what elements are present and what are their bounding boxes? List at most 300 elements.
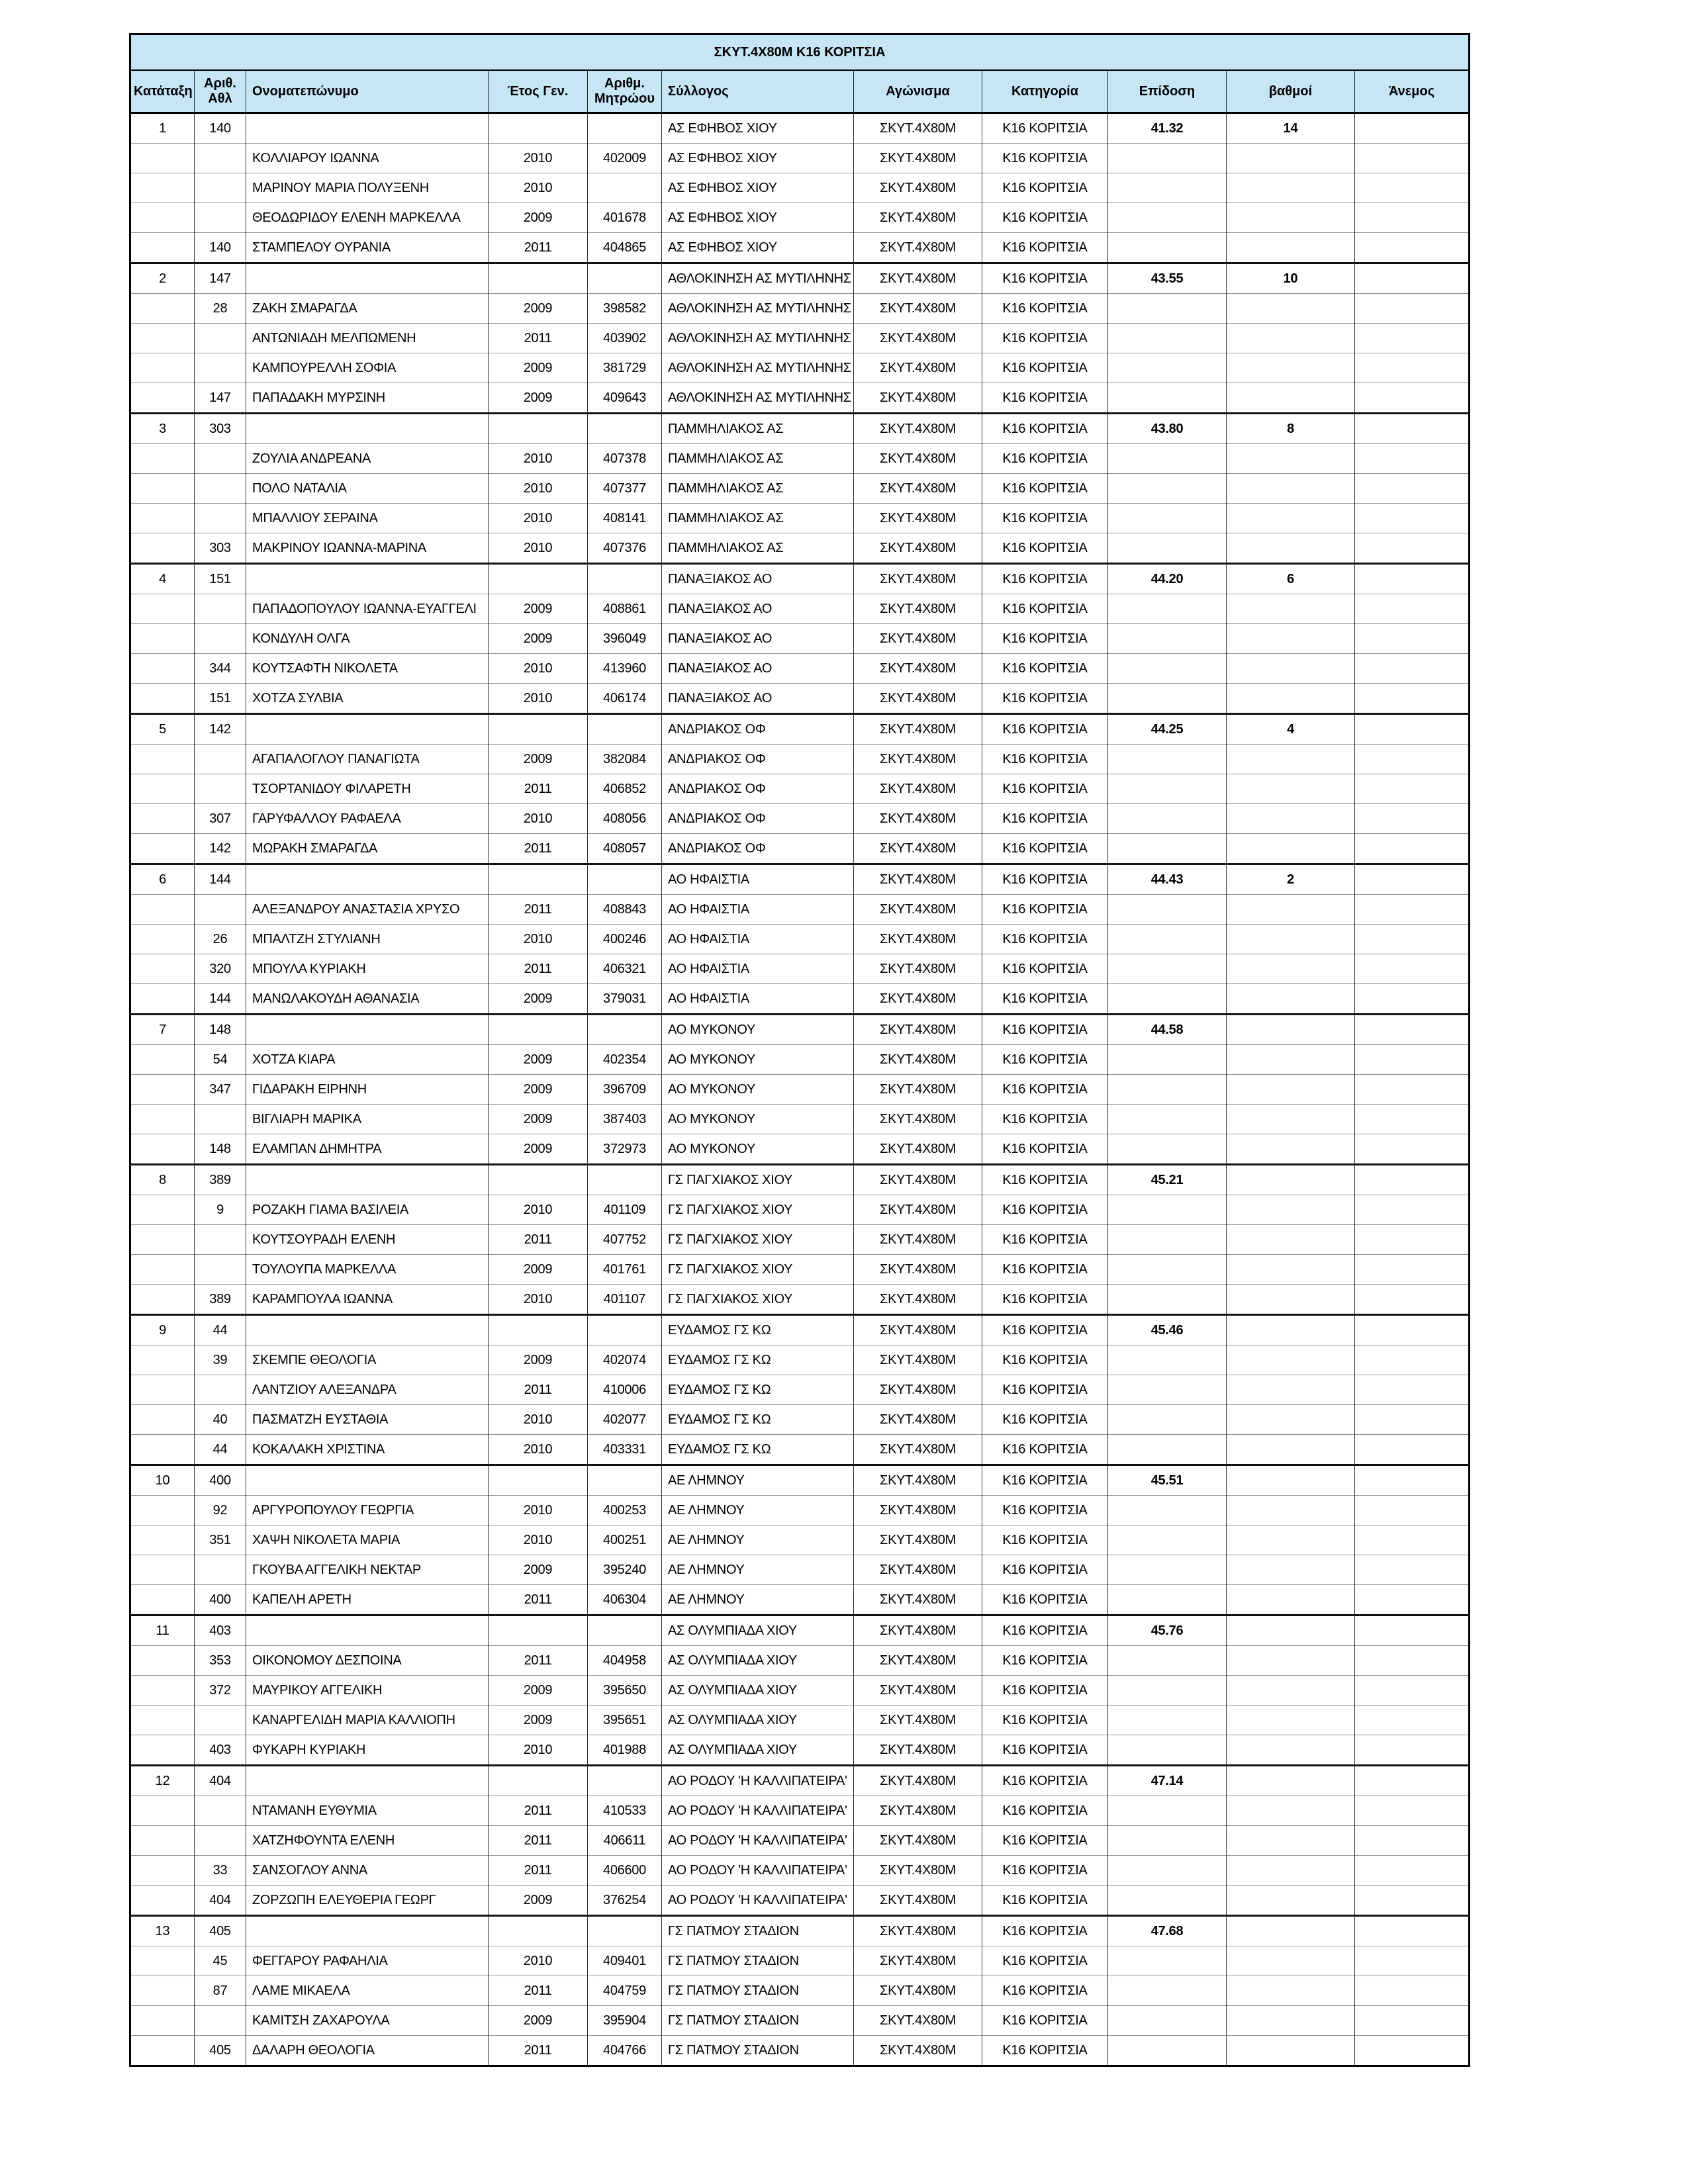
cell-wind (1355, 263, 1470, 294)
cell-wind (1355, 1375, 1470, 1405)
column-header-year: Έτος Γεν. (489, 70, 588, 113)
cell-reg: 410006 (588, 1375, 662, 1405)
cell-reg: 404759 (588, 1976, 662, 2006)
cell-wind (1355, 1766, 1470, 1796)
cell-year: 2010 (489, 144, 588, 173)
cell-club: ΑΣ ΟΛΥΜΠΙΑΔΑ ΧΙΟΥ (662, 1706, 854, 1735)
column-header-wind: Άνεμος (1355, 70, 1470, 113)
cell-event: ΣΚΥΤ.4Χ80Μ (854, 1615, 982, 1646)
table-row-summary (130, 1465, 1470, 1496)
cell-reg (588, 864, 662, 895)
cell-bib: 142 (195, 714, 246, 745)
cell-club: ΑΣ ΕΦΗΒΟΣ ΧΙΟΥ (662, 173, 854, 203)
table-row (130, 774, 1470, 804)
cell-rank: 12 (130, 1766, 195, 1796)
cell-year (489, 1165, 588, 1195)
cell-year: 2011 (489, 2036, 588, 2066)
table-row (130, 954, 1470, 984)
column-header-points: βαθμοί (1227, 70, 1355, 113)
cell-name (246, 113, 489, 144)
cell-event: ΣΚΥΤ.4Χ80Μ (854, 1105, 982, 1134)
cell-year (489, 1315, 588, 1345)
cell-name: ΓΙΔΑΡΑΚΗ ΕΙΡΗΝΗ (246, 1075, 489, 1105)
cell-wind (1355, 1615, 1470, 1646)
cell-points: 14 (1227, 113, 1355, 144)
cell-wind (1355, 1585, 1470, 1615)
cell-wind (1355, 113, 1470, 144)
cell-perf (1108, 925, 1227, 954)
cell-category: Κ16 ΚΟΡΙΤΣΙΑ (982, 144, 1108, 173)
cell-bib: 44 (195, 1315, 246, 1345)
cell-club: ΑΝΔΡΙΑΚΟΣ ΟΦ (662, 804, 854, 834)
cell-event: ΣΚΥΤ.4Χ80Μ (854, 1496, 982, 1525)
cell-wind (1355, 925, 1470, 954)
cell-rank (130, 173, 195, 203)
table-row (130, 624, 1470, 654)
cell-bib (195, 504, 246, 533)
cell-bib: 320 (195, 954, 246, 984)
cell-bib: 28 (195, 294, 246, 324)
cell-wind (1355, 745, 1470, 774)
cell-perf (1108, 1405, 1227, 1435)
cell-perf (1108, 1886, 1227, 1916)
cell-year: 2009 (489, 353, 588, 383)
cell-perf (1108, 1525, 1227, 1555)
cell-event: ΣΚΥΤ.4Χ80Μ (854, 474, 982, 504)
cell-reg: 407376 (588, 533, 662, 564)
cell-year: 2009 (489, 1345, 588, 1375)
cell-bib (195, 1255, 246, 1285)
cell-reg (588, 1465, 662, 1496)
cell-reg: 387403 (588, 1105, 662, 1134)
cell-event: ΣΚΥΤ.4Χ80Μ (854, 1465, 982, 1496)
cell-rank (130, 474, 195, 504)
cell-name: ΣΤΑΜΠΕΛΟΥ ΟΥΡΑΝΙΑ (246, 233, 489, 263)
cell-name: ΚΑΠΕΛΗ ΑΡΕΤΗ (246, 1585, 489, 1615)
cell-name: ΚΑΝΑΡΓΕΛΙΔΗ ΜΑΡΙΑ ΚΑΛΛΙΟΠΗ (246, 1706, 489, 1735)
cell-category: Κ16 ΚΟΡΙΤΣΙΑ (982, 1285, 1108, 1315)
table-row (130, 1676, 1470, 1706)
cell-wind (1355, 2006, 1470, 2036)
cell-event: ΣΚΥΤ.4Χ80Μ (854, 864, 982, 895)
cell-bib: 405 (195, 2036, 246, 2066)
cell-bib (195, 203, 246, 233)
cell-perf (1108, 594, 1227, 624)
cell-club: ΑΝΔΡΙΑΚΟΣ ΟΦ (662, 745, 854, 774)
cell-event: ΣΚΥΤ.4Χ80Μ (854, 1976, 982, 2006)
cell-club: ΑΕ ΛΗΜΝΟΥ (662, 1585, 854, 1615)
cell-name: ΣΚΕΜΠΕ ΘΕΟΛΟΓΙΑ (246, 1345, 489, 1375)
cell-reg (588, 1165, 662, 1195)
cell-wind (1355, 1525, 1470, 1555)
cell-reg: 395904 (588, 2006, 662, 2036)
cell-reg: 402077 (588, 1405, 662, 1435)
cell-rank (130, 1345, 195, 1375)
cell-name: ΛΑΝΤΖΙΟΥ ΑΛΕΞΑΝΔΡΑ (246, 1375, 489, 1405)
cell-reg: 402009 (588, 144, 662, 173)
table-row (130, 203, 1470, 233)
cell-category: Κ16 ΚΟΡΙΤΣΙΑ (982, 1585, 1108, 1615)
cell-event: ΣΚΥΤ.4Χ80Μ (854, 2006, 982, 2036)
table-row (130, 745, 1470, 774)
table-row (130, 1105, 1470, 1134)
cell-wind (1355, 684, 1470, 714)
cell-bib (195, 745, 246, 774)
cell-rank (130, 1255, 195, 1285)
cell-category: Κ16 ΚΟΡΙΤΣΙΑ (982, 774, 1108, 804)
cell-reg: 376254 (588, 1886, 662, 1916)
cell-reg: 382084 (588, 745, 662, 774)
cell-wind (1355, 774, 1470, 804)
cell-club: ΓΣ ΠΑΓΧΙΑΚΟΣ ΧΙΟΥ (662, 1225, 854, 1255)
cell-points (1227, 1435, 1355, 1465)
cell-event: ΣΚΥΤ.4Χ80Μ (854, 594, 982, 624)
cell-name: ΓΚΟΥΒΑ ΑΓΓΕΛΙΚΗ ΝΕΚΤΑΡ (246, 1555, 489, 1585)
cell-bib: 54 (195, 1045, 246, 1075)
cell-perf: 44.43 (1108, 864, 1227, 895)
cell-name: ΚΟΥΤΣΟΥΡΑΔΗ ΕΛΕΝΗ (246, 1225, 489, 1255)
cell-event: ΣΚΥΤ.4Χ80Μ (854, 1585, 982, 1615)
cell-event: ΣΚΥΤ.4Χ80Μ (854, 1375, 982, 1405)
cell-wind (1355, 1646, 1470, 1676)
cell-reg: 408861 (588, 594, 662, 624)
cell-year: 2010 (489, 1496, 588, 1525)
cell-bib: 151 (195, 564, 246, 594)
cell-year: 2011 (489, 895, 588, 925)
cell-year: 2010 (489, 533, 588, 564)
cell-club: ΓΣ ΠΑΤΜΟΥ ΣΤΑΔΙΟΝ (662, 1916, 854, 1946)
cell-year (489, 1465, 588, 1496)
cell-club: ΓΣ ΠΑΓΧΙΑΚΟΣ ΧΙΟΥ (662, 1165, 854, 1195)
cell-category: Κ16 ΚΟΡΙΤΣΙΑ (982, 564, 1108, 594)
cell-points: 6 (1227, 564, 1355, 594)
table-row (130, 684, 1470, 714)
cell-year: 2011 (489, 324, 588, 353)
cell-reg: 408056 (588, 804, 662, 834)
page-title: ΣΚΥΤ.4Χ80Μ Κ16 ΚΟΡΙΤΣΙΑ (130, 34, 1470, 71)
cell-wind (1355, 233, 1470, 263)
cell-event: ΣΚΥΤ.4Χ80Μ (854, 895, 982, 925)
cell-points (1227, 1045, 1355, 1075)
table-row (130, 173, 1470, 203)
cell-wind (1355, 353, 1470, 383)
cell-bib: 403 (195, 1615, 246, 1646)
table-row (130, 1255, 1470, 1285)
cell-name: ΜΑΥΡΙΚΟΥ ΑΓΓΕΛΙΚΗ (246, 1676, 489, 1706)
cell-club: ΑΘΛΟΚΙΝΗΣΗ ΑΣ ΜΥΤΙΛΗΝΗΣ (662, 353, 854, 383)
cell-category: Κ16 ΚΟΡΙΤΣΙΑ (982, 444, 1108, 474)
cell-perf (1108, 1075, 1227, 1105)
table-row (130, 1585, 1470, 1615)
cell-points (1227, 1105, 1355, 1134)
cell-points: 2 (1227, 864, 1355, 895)
cell-reg (588, 714, 662, 745)
column-header-name: Ονοματεπώνυμο (246, 70, 489, 113)
table-row (130, 895, 1470, 925)
cell-points (1227, 474, 1355, 504)
cell-event: ΣΚΥΤ.4Χ80Μ (854, 173, 982, 203)
cell-category: Κ16 ΚΟΡΙΤΣΙΑ (982, 504, 1108, 533)
cell-name: ΘΕΟΔΩΡΙΔΟΥ ΕΛΕΝΗ ΜΑΡΚΕΛΛΑ (246, 203, 489, 233)
cell-event: ΣΚΥΤ.4Χ80Μ (854, 1886, 982, 1916)
cell-points (1227, 834, 1355, 864)
cell-name: ΚΟΚΑΛΑΚΗ ΧΡΙΣΤΙΝΑ (246, 1435, 489, 1465)
cell-club: ΠΑΝΑΞΙΑΚΟΣ ΑΟ (662, 564, 854, 594)
cell-club: ΑΟ ΡΟΔΟΥ 'Η ΚΑΛΛΙΠΑΤΕΙΡΑ' (662, 1796, 854, 1826)
cell-name: ΚΑΜΙΤΣΗ ΖΑΧΑΡΟΥΛΑ (246, 2006, 489, 2036)
cell-rank (130, 1525, 195, 1555)
cell-bib (195, 1796, 246, 1826)
cell-points (1227, 1886, 1355, 1916)
cell-points (1227, 1735, 1355, 1766)
cell-rank (130, 1585, 195, 1615)
cell-category: Κ16 ΚΟΡΙΤΣΙΑ (982, 113, 1108, 144)
cell-year: 2009 (489, 1075, 588, 1105)
cell-event: ΣΚΥΤ.4Χ80Μ (854, 1165, 982, 1195)
cell-bib: 148 (195, 1015, 246, 1045)
cell-perf (1108, 834, 1227, 864)
cell-rank (130, 984, 195, 1015)
cell-name (246, 1465, 489, 1496)
table-row-summary (130, 864, 1470, 895)
cell-category: Κ16 ΚΟΡΙΤΣΙΑ (982, 1105, 1108, 1134)
cell-perf: 45.51 (1108, 1465, 1227, 1496)
cell-points (1227, 1706, 1355, 1735)
cell-event: ΣΚΥΤ.4Χ80Μ (854, 533, 982, 564)
table-row (130, 1195, 1470, 1225)
cell-club: ΑΟ ΡΟΔΟΥ 'Η ΚΑΛΛΙΠΑΤΕΙΡΑ' (662, 1886, 854, 1916)
cell-rank (130, 1856, 195, 1886)
cell-wind (1355, 954, 1470, 984)
cell-wind (1355, 1195, 1470, 1225)
cell-category: Κ16 ΚΟΡΙΤΣΙΑ (982, 2006, 1108, 2036)
cell-name (246, 1916, 489, 1946)
cell-bib (195, 173, 246, 203)
cell-bib: 389 (195, 1285, 246, 1315)
cell-club: ΑΟ ΜΥΚΟΝΟΥ (662, 1105, 854, 1134)
cell-points (1227, 1255, 1355, 1285)
cell-bib (195, 353, 246, 383)
cell-name: ΑΝΤΩΝΙΑΔΗ ΜΕΛΠΩΜΕΝΗ (246, 324, 489, 353)
cell-category: Κ16 ΚΟΡΙΤΣΙΑ (982, 474, 1108, 504)
cell-event: ΣΚΥΤ.4Χ80Μ (854, 233, 982, 263)
table-row (130, 1134, 1470, 1165)
cell-club: ΓΣ ΠΑΓΧΙΑΚΟΣ ΧΙΟΥ (662, 1285, 854, 1315)
cell-club: ΑΟ ΜΥΚΟΝΟΥ (662, 1045, 854, 1075)
cell-bib: 403 (195, 1735, 246, 1766)
cell-year: 2010 (489, 173, 588, 203)
cell-wind (1355, 1465, 1470, 1496)
cell-year: 2009 (489, 984, 588, 1015)
cell-event: ΣΚΥΤ.4Χ80Μ (854, 1015, 982, 1045)
cell-points (1227, 1766, 1355, 1796)
cell-wind (1355, 864, 1470, 895)
cell-bib (195, 774, 246, 804)
cell-bib: 405 (195, 1916, 246, 1946)
cell-wind (1355, 533, 1470, 564)
cell-points (1227, 1015, 1355, 1045)
cell-year: 2011 (489, 1225, 588, 1255)
cell-event: ΣΚΥΤ.4Χ80Μ (854, 564, 982, 594)
cell-year (489, 414, 588, 444)
cell-perf (1108, 804, 1227, 834)
cell-club: ΠΑΝΑΞΙΑΚΟΣ ΑΟ (662, 624, 854, 654)
cell-points (1227, 444, 1355, 474)
cell-rank (130, 594, 195, 624)
cell-points (1227, 804, 1355, 834)
cell-club: ΑΣ ΟΛΥΜΠΙΑΔΑ ΧΙΟΥ (662, 1646, 854, 1676)
cell-year: 2009 (489, 1045, 588, 1075)
cell-club: ΑΟ ΗΦΑΙΣΤΙΑ (662, 954, 854, 984)
cell-points (1227, 1165, 1355, 1195)
cell-wind (1355, 1826, 1470, 1856)
cell-wind (1355, 444, 1470, 474)
cell-wind (1355, 1735, 1470, 1766)
cell-club: ΑΘΛΟΚΙΝΗΣΗ ΑΣ ΜΥΤΙΛΗΝΗΣ (662, 294, 854, 324)
cell-wind (1355, 1796, 1470, 1826)
cell-wind (1355, 414, 1470, 444)
cell-perf: 45.21 (1108, 1165, 1227, 1195)
cell-wind (1355, 654, 1470, 684)
cell-bib (195, 444, 246, 474)
cell-points (1227, 654, 1355, 684)
cell-name (246, 1015, 489, 1045)
cell-club: ΑΟ ΜΥΚΟΝΟΥ (662, 1134, 854, 1165)
cell-event: ΣΚΥΤ.4Χ80Μ (854, 925, 982, 954)
cell-reg: 409401 (588, 1946, 662, 1976)
cell-rank (130, 954, 195, 984)
cell-bib: 147 (195, 263, 246, 294)
cell-name: ΚΑΜΠΟΥΡΕΛΛΗ ΣΟΦΙΑ (246, 353, 489, 383)
cell-reg (588, 173, 662, 203)
cell-points (1227, 1465, 1355, 1496)
cell-year: 2011 (489, 233, 588, 263)
cell-perf (1108, 1285, 1227, 1315)
cell-wind (1355, 1706, 1470, 1735)
cell-category: Κ16 ΚΟΡΙΤΣΙΑ (982, 984, 1108, 1015)
cell-name: ΜΑΝΩΛΑΚΟΥΔΗ ΑΘΑΝΑΣΙΑ (246, 984, 489, 1015)
cell-bib (195, 895, 246, 925)
cell-points (1227, 144, 1355, 173)
cell-year: 2010 (489, 1405, 588, 1435)
cell-reg (588, 263, 662, 294)
table-row (130, 504, 1470, 533)
cell-event: ΣΚΥΤ.4Χ80Μ (854, 1525, 982, 1555)
cell-points (1227, 1615, 1355, 1646)
cell-wind (1355, 1435, 1470, 1465)
cell-wind (1355, 1134, 1470, 1165)
cell-category: Κ16 ΚΟΡΙΤΣΙΑ (982, 173, 1108, 203)
cell-wind (1355, 834, 1470, 864)
column-header-event: Αγώνισμα (854, 70, 982, 113)
cell-year: 2010 (489, 684, 588, 714)
cell-perf: 43.55 (1108, 263, 1227, 294)
table-row (130, 834, 1470, 864)
cell-year: 2010 (489, 504, 588, 533)
cell-perf (1108, 895, 1227, 925)
cell-wind (1355, 1285, 1470, 1315)
cell-wind (1355, 594, 1470, 624)
cell-perf (1108, 474, 1227, 504)
cell-rank (130, 1826, 195, 1856)
cell-category: Κ16 ΚΟΡΙΤΣΙΑ (982, 804, 1108, 834)
cell-wind (1355, 1165, 1470, 1195)
cell-rank (130, 383, 195, 414)
cell-category: Κ16 ΚΟΡΙΤΣΙΑ (982, 263, 1108, 294)
cell-club: ΠΑΜΜΗΛΙΑΚΟΣ ΑΣ (662, 533, 854, 564)
cell-wind (1355, 383, 1470, 414)
cell-year: 2010 (489, 1195, 588, 1225)
cell-reg: 372973 (588, 1134, 662, 1165)
cell-event: ΣΚΥΤ.4Χ80Μ (854, 984, 982, 1015)
cell-year: 2011 (489, 834, 588, 864)
cell-club: ΑΘΛΟΚΙΝΗΣΗ ΑΣ ΜΥΤΙΛΗΝΗΣ (662, 383, 854, 414)
cell-rank (130, 804, 195, 834)
cell-event: ΣΚΥΤ.4Χ80Μ (854, 113, 982, 144)
cell-wind (1355, 1315, 1470, 1345)
cell-year: 2011 (489, 774, 588, 804)
cell-perf (1108, 144, 1227, 173)
table-row-summary (130, 1015, 1470, 1045)
cell-club: ΑΣ ΕΦΗΒΟΣ ΧΙΟΥ (662, 203, 854, 233)
cell-category: Κ16 ΚΟΡΙΤΣΙΑ (982, 383, 1108, 414)
cell-name: ΑΛΕΞΑΝΔΡΟΥ ΑΝΑΣΤΑΣΙΑ ΧΡΥΣΟ (246, 895, 489, 925)
cell-club: ΑΝΔΡΙΑΚΟΣ ΟΦ (662, 834, 854, 864)
table-row-summary (130, 1315, 1470, 1345)
cell-bib: 87 (195, 1976, 246, 2006)
cell-category: Κ16 ΚΟΡΙΤΣΙΑ (982, 1796, 1108, 1826)
cell-reg: 407377 (588, 474, 662, 504)
cell-rank: 8 (130, 1165, 195, 1195)
cell-perf (1108, 1555, 1227, 1585)
cell-category: Κ16 ΚΟΡΙΤΣΙΑ (982, 1706, 1108, 1735)
cell-rank (130, 1796, 195, 1826)
cell-year: 2010 (489, 925, 588, 954)
cell-club: ΑΘΛΟΚΙΝΗΣΗ ΑΣ ΜΥΤΙΛΗΝΗΣ (662, 324, 854, 353)
cell-event: ΣΚΥΤ.4Χ80Μ (854, 1345, 982, 1375)
table-row (130, 324, 1470, 353)
cell-category: Κ16 ΚΟΡΙΤΣΙΑ (982, 1255, 1108, 1285)
cell-reg: 404958 (588, 1646, 662, 1676)
cell-reg: 404766 (588, 2036, 662, 2066)
table-row (130, 594, 1470, 624)
cell-bib: 351 (195, 1525, 246, 1555)
cell-category: Κ16 ΚΟΡΙΤΣΙΑ (982, 1676, 1108, 1706)
table-row (130, 654, 1470, 684)
cell-reg: 402354 (588, 1045, 662, 1075)
cell-bib: 151 (195, 684, 246, 714)
cell-year: 2011 (489, 954, 588, 984)
cell-year: 2009 (489, 1886, 588, 1916)
cell-category: Κ16 ΚΟΡΙΤΣΙΑ (982, 1886, 1108, 1916)
cell-name: ΠΟΛΟ ΝΑΤΑΛΙΑ (246, 474, 489, 504)
cell-wind (1355, 144, 1470, 173)
cell-bib: 389 (195, 1165, 246, 1195)
cell-year: 2009 (489, 1255, 588, 1285)
cell-bib (195, 1826, 246, 1856)
cell-perf (1108, 624, 1227, 654)
cell-rank (130, 1075, 195, 1105)
cell-rank: 7 (130, 1015, 195, 1045)
cell-reg: 400251 (588, 1525, 662, 1555)
cell-points (1227, 624, 1355, 654)
cell-name: ΚΟΥΤΣΑΦΤΗ ΝΙΚΟΛΕΤΑ (246, 654, 489, 684)
table-row (130, 1946, 1470, 1976)
cell-event: ΣΚΥΤ.4Χ80Μ (854, 383, 982, 414)
cell-category: Κ16 ΚΟΡΙΤΣΙΑ (982, 1826, 1108, 1856)
cell-category: Κ16 ΚΟΡΙΤΣΙΑ (982, 654, 1108, 684)
cell-name (246, 714, 489, 745)
